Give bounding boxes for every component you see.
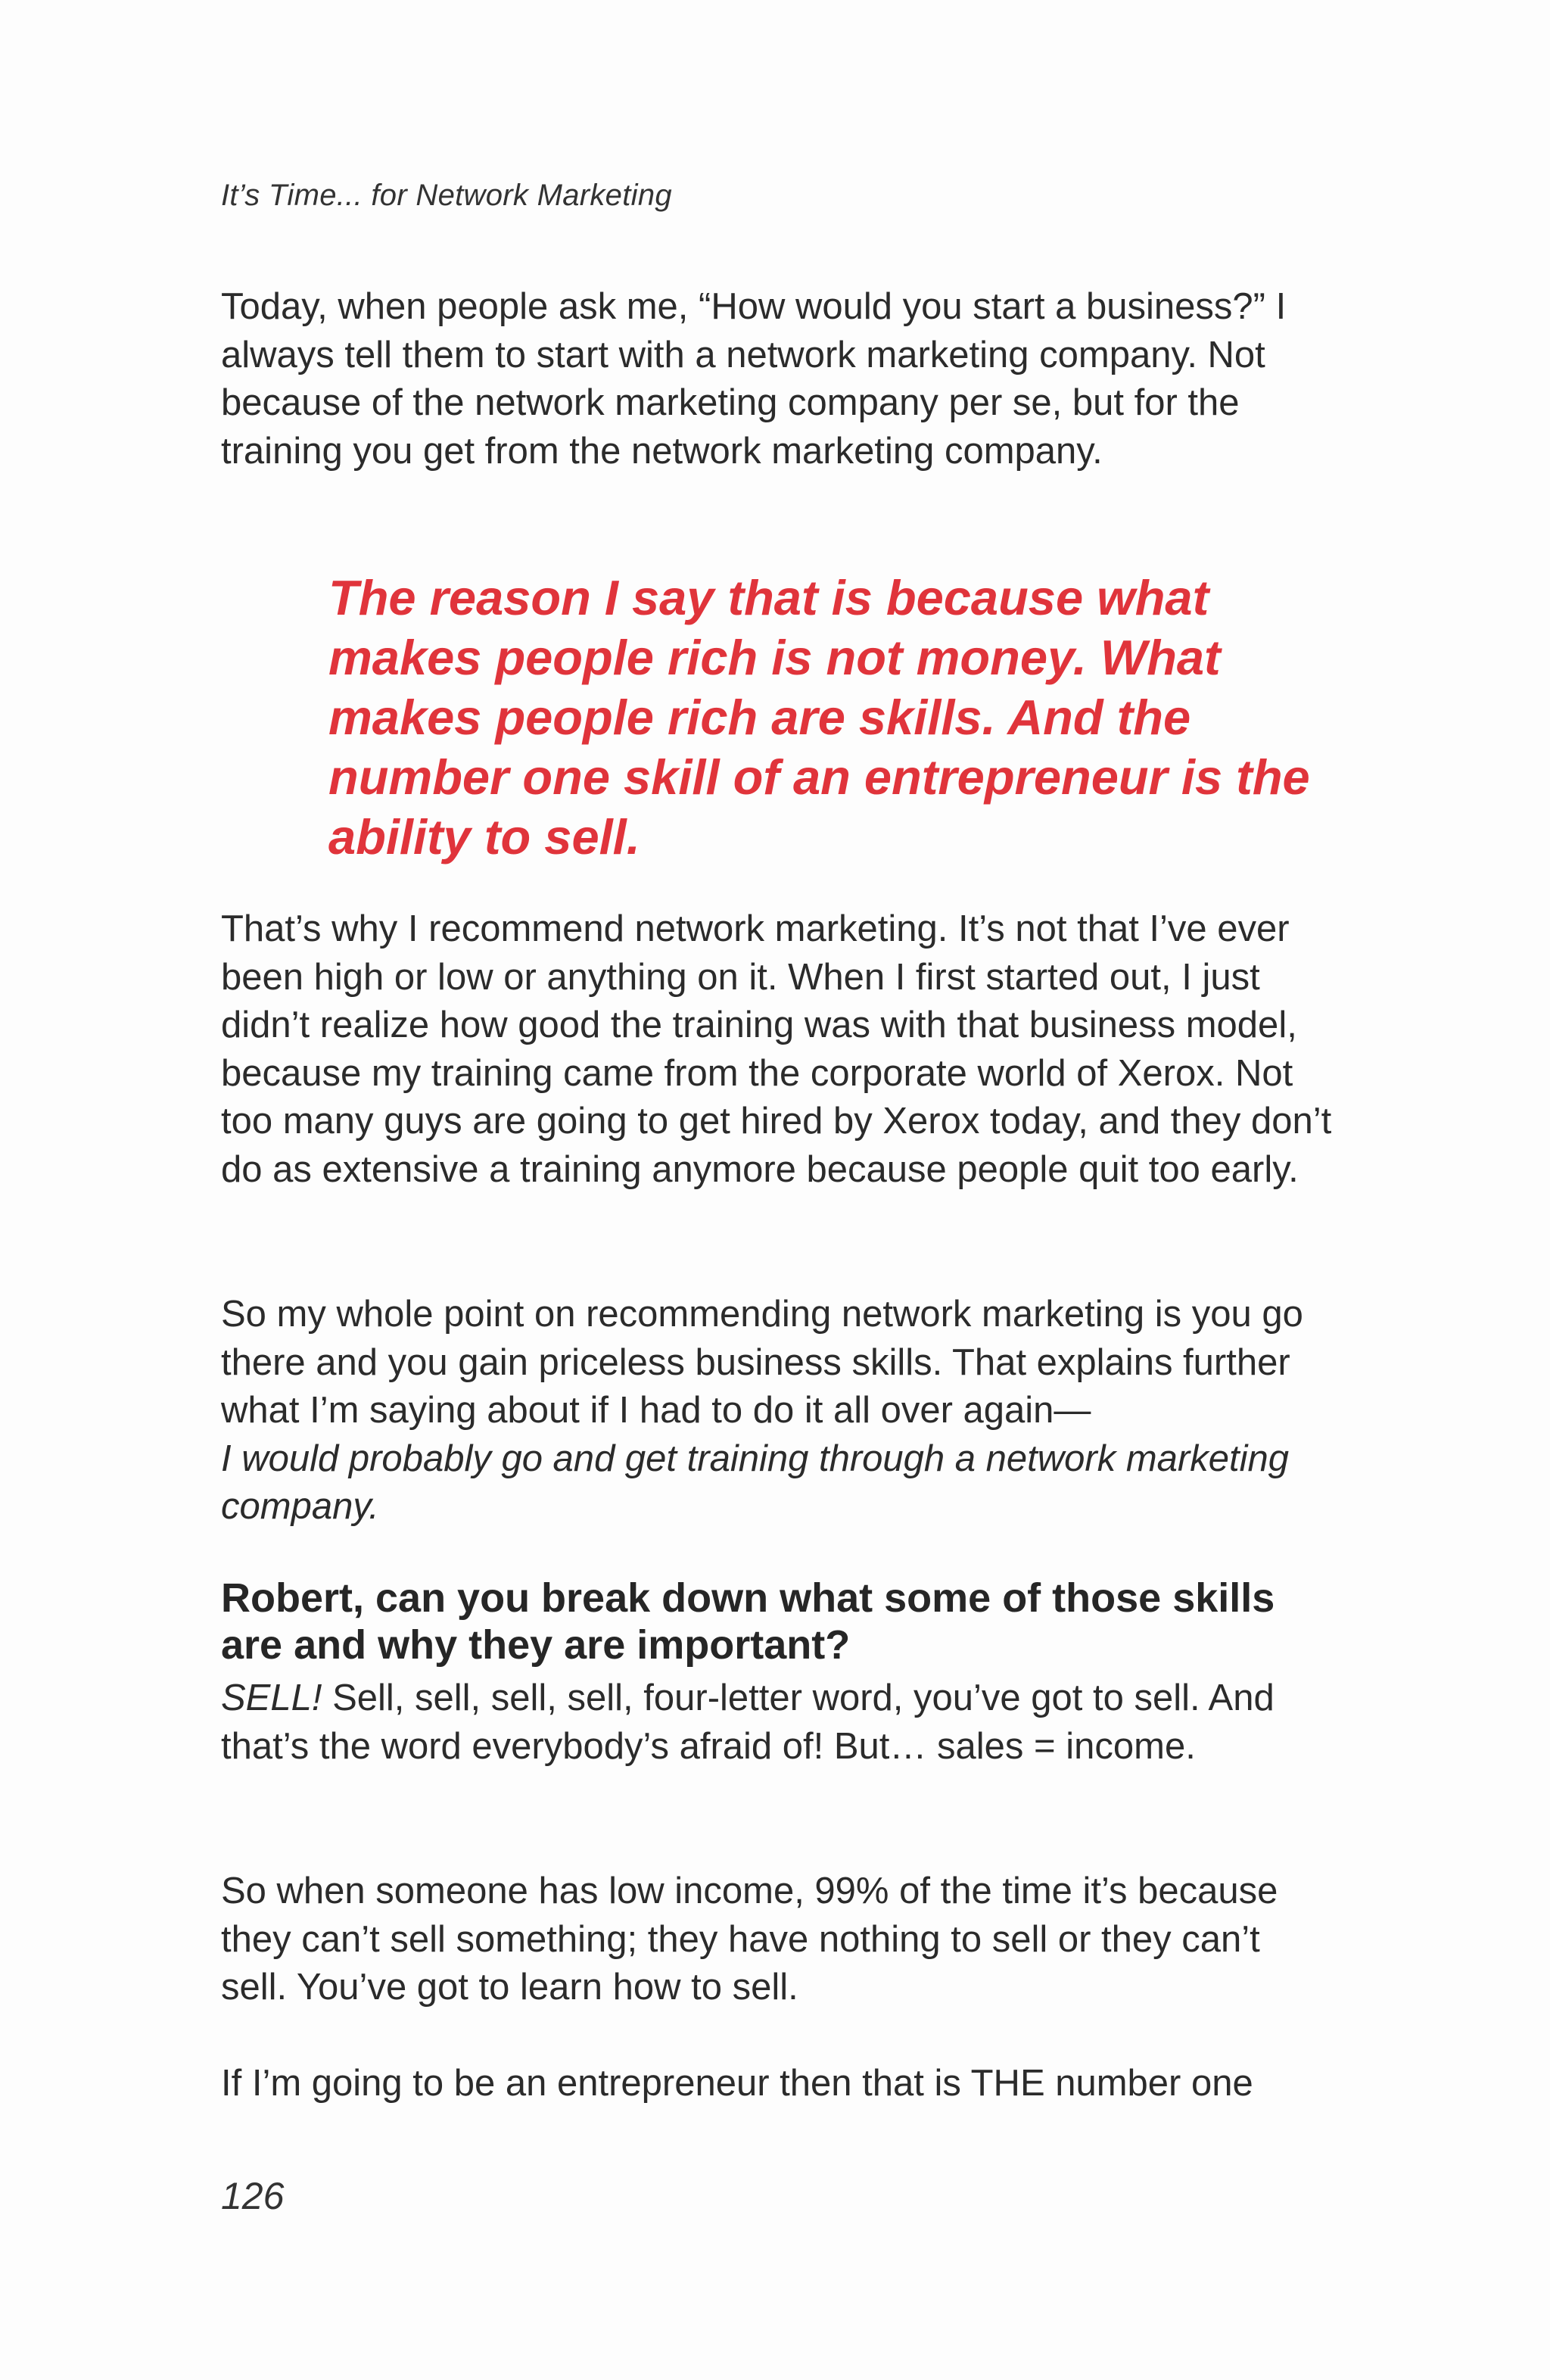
paragraph-2: That’s why I recommend network marketing. It’s not that I’ve ever been high or low or anything on it. When I first started out, I just didn’t realize how good the training was with that business model, because my training came from the corporate world of Xerox. Not too many guys are going to get hired by Xerox today, and they don’t do as extensive a training anymore because people quit too early. xyxy=(221,908,1332,1190)
paragraph-3-italic: I would probably go and get training through a network marketing company. xyxy=(221,1438,1289,1527)
interview-question: Robert, can you break down what some of those skills are and why they are important? xyxy=(221,1575,1275,1668)
pull-quote: The reason I say that is because what makes people rich is not money. What makes people rich are skills. And the number one skill of an entrepreneur is the ability to sell. xyxy=(328,570,1310,864)
paragraph-3-main: So my whole point on recommending network marketing is you go there and you gain priceless business skills. That explains further what I’m saying about if I had to do it all over again— xyxy=(221,1294,1303,1431)
paragraph-4-italic: SELL! xyxy=(221,1678,322,1718)
running-head: It’s Time... for Network Marketing xyxy=(221,179,672,212)
paragraph-1: Today, when people ask me, “How would you start a business?” I always tell them to start with a network marketing company. Not because of the network marketing company per se, but for the training you get from the network marketing company. xyxy=(221,286,1287,472)
paragraph-6: If I’m going to be an entrepreneur then that is THE number one xyxy=(221,2063,1253,2104)
paragraph-3 xyxy=(221,1291,1334,1531)
paragraph-4 xyxy=(221,1674,1334,1771)
paragraph-5: So when someone has low income, 99% of the time it’s because they can’t sell something; they have nothing to sell or they can’t sell. You’ve got to learn how to sell. xyxy=(221,1871,1278,2008)
paragraph-4-rest: Sell, sell, sell, sell, four-letter word, you’ve got to sell. And that’s the word everybody’s afraid of! But… sales = income. xyxy=(221,1678,1275,1767)
page-number: 126 xyxy=(221,2175,285,2217)
